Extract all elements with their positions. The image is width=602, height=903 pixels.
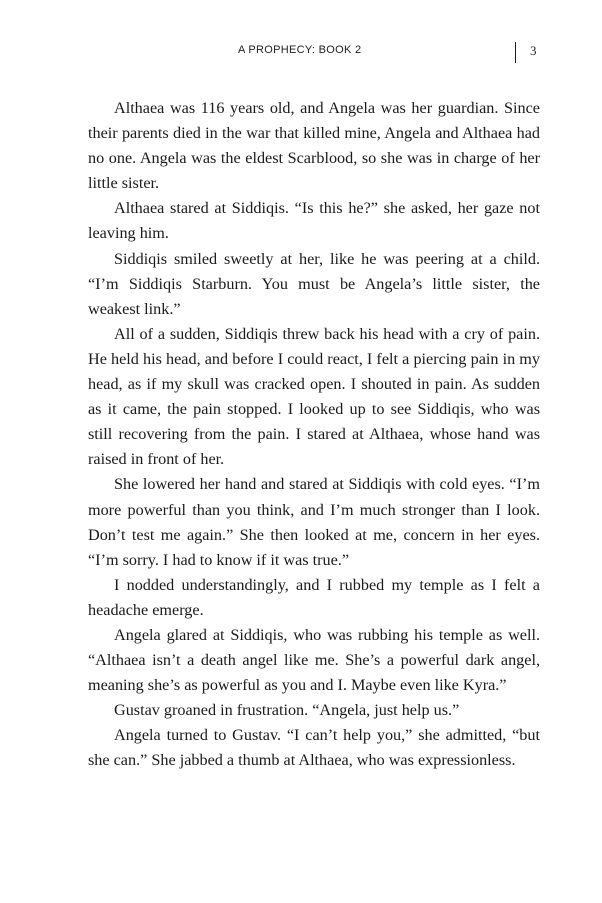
paragraph: Althaea stared at Siddiqis. “Is this he?” she asked, her gaze not leaving him. xyxy=(88,199,540,243)
book-title: A PROPHECY: BOOK 2 xyxy=(238,44,362,56)
paragraph: I nodded understandingly, and I rubbed my temple as I felt a headache emerge. xyxy=(88,575,540,619)
header-divider xyxy=(515,42,516,63)
body-text xyxy=(88,96,540,774)
paragraph: All of a sudden, Siddiqis threw back his head with a cry of pain. He held his head, and before I could react, I felt a piercing pain in my head, as if my skull was cracked open. I shouted in pain. As sudden as it came, the pain stopped. I looked up to see Siddiqis, who was still recovering from the pain. I stared at Althaea, whose hand was raised in front of her. xyxy=(88,324,540,469)
paragraph: Angela turned to Gustav. “I can’t help you,” she admitted, “but she can.” She jabbed a thumb at Althaea, who was expressionless. xyxy=(88,726,540,770)
paragraph: Althaea was 116 years old, and Angela was her guardian. Since their parents died in the war that killed mine, Angela and Althaea had no one. Angela was the eldest Scarblood, so she was in charge of her little sister. xyxy=(88,99,540,193)
paragraph: Gustav groaned in frustration. “Angela, just help us.” xyxy=(114,701,460,720)
paragraph: Angela glared at Siddiqis, who was rubbing his temple as well. “Althaea isn’t a death angel like me. She’s a powerful dark angel, meaning she’s as powerful as you and I. Maybe even like Kyra.” xyxy=(88,625,540,695)
page-number: 3 xyxy=(530,43,537,58)
paragraph: She lowered her hand and stared at Siddiqis with cold eyes. “I’m more powerful than you think, and I’m much stronger than I look. Don’t test me again.” She then looked at me, concern in her eyes. “I’m sorry. I had to know if it was true.” xyxy=(88,475,540,569)
running-header xyxy=(0,42,602,66)
paragraph: Siddiqis smiled sweetly at her, like he was peering at a child. “I’m Siddiqis Starburn. You must be Angela’s little sister, the weakest link.” xyxy=(88,249,540,318)
